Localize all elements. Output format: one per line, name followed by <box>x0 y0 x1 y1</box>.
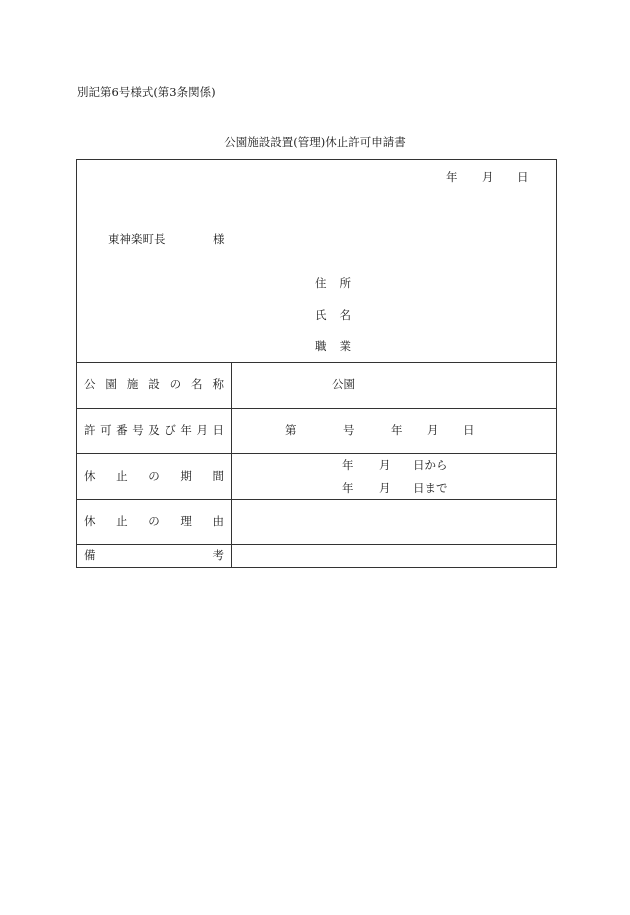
applicant-address-label <box>315 278 351 290</box>
label-char: 年 <box>180 423 192 437</box>
suspension-reason-label <box>84 516 224 528</box>
label-char: 休 <box>84 469 96 483</box>
label-char: 日 <box>212 423 224 437</box>
label-char: 可 <box>100 423 112 437</box>
row-divider <box>77 408 556 409</box>
label-char: 園 <box>105 377 117 391</box>
label-char: び <box>164 423 176 437</box>
addressee-honorific: 様 <box>213 232 225 246</box>
date-day-label: 日 <box>517 170 529 184</box>
date-month-label: 月 <box>482 170 494 184</box>
label-char: の <box>148 469 160 483</box>
form-number-label: 別記第6号様式(第3条関係) <box>77 85 216 99</box>
label-char: 止 <box>116 514 128 528</box>
suspension-period-label <box>84 471 224 483</box>
label-char: 理 <box>180 514 192 528</box>
period-from-month-label: 月 <box>379 458 391 472</box>
label-char: 名 <box>191 377 203 391</box>
label-char: 休 <box>84 514 96 528</box>
label-char: 称 <box>212 377 224 391</box>
label-char: 備 <box>84 548 96 562</box>
permit-year-label: 年 <box>391 423 403 437</box>
remarks-label <box>84 550 224 562</box>
label-char: 期 <box>180 469 192 483</box>
label-char: 間 <box>212 469 224 483</box>
document-title: 公園施設設置(管理)休止許可申請書 <box>224 135 406 149</box>
period-to-suffix: 日まで <box>413 481 448 495</box>
label-char: 月 <box>196 423 208 437</box>
label-char: 職 <box>315 339 327 353</box>
row-divider <box>77 362 556 363</box>
label-char: の <box>148 514 160 528</box>
row-divider <box>77 453 556 454</box>
label-char: 住 <box>315 276 327 290</box>
permit-go-label: 号 <box>343 423 355 437</box>
row-divider <box>77 544 556 545</box>
application-form-table <box>76 159 557 568</box>
label-char: 許 <box>84 423 96 437</box>
label-char: 止 <box>116 469 128 483</box>
label-char: 号 <box>132 423 144 437</box>
period-from-year-label: 年 <box>342 458 354 472</box>
permit-month-label: 月 <box>427 423 439 437</box>
label-char: 番 <box>116 423 128 437</box>
label-char: 考 <box>212 548 224 562</box>
period-to-month-label: 月 <box>379 481 391 495</box>
period-to-year-label: 年 <box>342 481 354 495</box>
label-char: 由 <box>212 514 224 528</box>
label-char: 及 <box>148 423 160 437</box>
date-year-label: 年 <box>446 170 458 184</box>
label-char: 公 <box>84 377 96 391</box>
applicant-name-label <box>315 310 351 322</box>
facility-name-label <box>84 379 224 391</box>
addressee-name: 東神楽町長 <box>108 232 166 246</box>
label-char: 氏 <box>315 308 327 322</box>
applicant-occupation-label <box>315 341 351 353</box>
permit-day-label: 日 <box>463 423 475 437</box>
label-char: 施 <box>126 377 139 391</box>
period-from-suffix: 日から <box>413 458 448 472</box>
label-char: の <box>169 377 182 391</box>
facility-name-value: 公園 <box>332 377 355 391</box>
label-char: 業 <box>339 339 351 353</box>
label-char: 設 <box>148 377 160 391</box>
row-divider <box>77 499 556 500</box>
permit-dai-label: 第 <box>285 423 297 437</box>
permit-number-date-label <box>84 425 224 437</box>
label-char: 名 <box>339 308 351 322</box>
column-divider <box>231 362 232 567</box>
label-char: 所 <box>339 276 351 290</box>
